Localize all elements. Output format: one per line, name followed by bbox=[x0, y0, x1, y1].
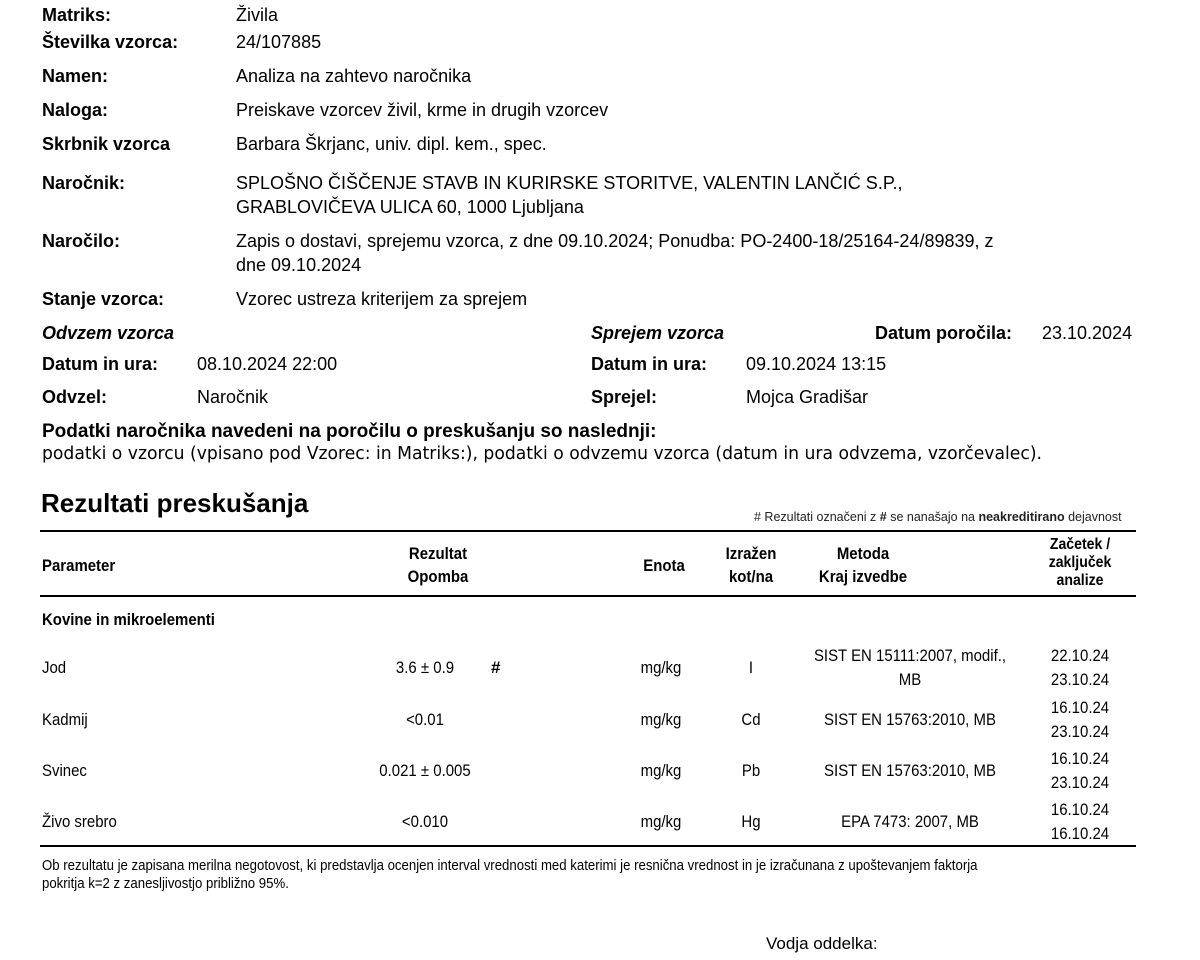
custodian-value: Barbara Škrjanc, univ. dipl. kem., spec. bbox=[236, 134, 547, 154]
row-dates: 16.10.24 23.10.24 bbox=[1050, 749, 1110, 792]
footnote-line1: Ob rezultatu je zapisana merilna negotovost, ki predstavlja ocenjen interval vrednosti med katerimi je resnična vrednost in je izračunana z upoštevanjem faktorja bbox=[42, 857, 978, 874]
sampled-by-label: Odvzel: bbox=[42, 387, 108, 407]
group-heading: Kovine in mikroelementi bbox=[42, 610, 215, 629]
row-unit: mg/kg bbox=[640, 812, 682, 831]
row-unit: mg/kg bbox=[640, 761, 682, 780]
nonaccredited-note: # Rezultati označeni z # se nanašajo na neakreditirano dejavnost bbox=[754, 510, 1122, 524]
client-data-text: podatki o vzorcu (vpisano pod Vzorec: in Matriks:), podatki o odvzemu vzorca (datum in ura odvzema, vzorčevalec). bbox=[42, 443, 1043, 464]
row-expressed: I bbox=[748, 658, 754, 677]
sampling-datetime-value: 08.10.2024 22:00 bbox=[197, 354, 338, 374]
table-bottom-rule bbox=[40, 845, 1136, 847]
row-unit: mg/kg bbox=[640, 658, 682, 677]
row-method: SIST EN 15763:2010, MB bbox=[824, 710, 996, 729]
row-method: SIST EN 15111:2007, modif., MB bbox=[813, 646, 1007, 689]
row-result: 3.6 ± 0.9 bbox=[395, 658, 455, 677]
table-top-rule bbox=[40, 530, 1136, 532]
condition-value: Vzorec ustreza kriterijem za sprejem bbox=[236, 289, 528, 309]
request-label: Naročilo: bbox=[42, 231, 121, 251]
signature-role: Vodja oddelka: bbox=[766, 934, 878, 953]
col-parameter: Parameter bbox=[42, 556, 116, 575]
row-parameter: Živo srebro bbox=[42, 812, 117, 831]
custodian-label: Skrbnik vzorca bbox=[42, 134, 171, 154]
col-start-end: Začetek / zaključek analize bbox=[1048, 536, 1112, 589]
footnote-line2: pokritja k=2 z zanesljivostjo približno 95%. bbox=[42, 875, 289, 892]
matrix-value: Živila bbox=[236, 5, 279, 25]
col-result: Rezultat Opomba bbox=[407, 544, 469, 586]
results-title: Rezultati preskušanja bbox=[41, 488, 309, 518]
client-label: Naročnik: bbox=[42, 173, 126, 193]
row-result: 0.021 ± 0.005 bbox=[379, 761, 471, 780]
row-parameter: Svinec bbox=[42, 761, 87, 780]
receipt-datetime-label: Datum in ura: bbox=[591, 354, 708, 374]
report-date-label: Datum poročila: bbox=[875, 323, 1013, 343]
receipt-datetime-value: 09.10.2024 13:15 bbox=[746, 354, 887, 374]
row-unit: mg/kg bbox=[640, 710, 682, 729]
row-method: EPA 7473: 2007, MB bbox=[841, 812, 979, 831]
col-method: Metoda Kraj izvedbe bbox=[818, 544, 908, 586]
client-value-line2: GRABLOVIČEVA ULICA 60, 1000 Ljubljana bbox=[236, 197, 584, 217]
col-unit: Enota bbox=[643, 556, 685, 575]
row-parameter: Kadmij bbox=[42, 710, 88, 729]
request-value-line1: Zapis o dostavi, sprejemu vzorca, z dne 09.10.2024; Ponudba: PO-2400-18/25164-24/89839, z bbox=[236, 231, 994, 251]
row-result: <0.01 bbox=[406, 710, 444, 729]
sample-number-label: Številka vzorca: bbox=[42, 32, 179, 52]
row-dates: 22.10.24 23.10.24 bbox=[1050, 646, 1110, 689]
row-result: <0.010 bbox=[401, 812, 449, 831]
col-expressed: Izražen kot/na bbox=[725, 544, 777, 586]
purpose-value: Analiza na zahtevo naročnika bbox=[236, 66, 472, 86]
row-expressed: Hg bbox=[741, 812, 761, 831]
sampling-datetime-label: Datum in ura: bbox=[42, 354, 159, 374]
order-value: Preiskave vzorcev živil, krme in drugih vzorcev bbox=[236, 100, 609, 120]
row-expressed: Pb bbox=[741, 761, 761, 780]
received-by-label: Sprejel: bbox=[591, 387, 658, 407]
sampling-heading: Odvzem vzorca bbox=[42, 323, 175, 343]
row-expressed: Cd bbox=[741, 710, 761, 729]
condition-label: Stanje vzorca: bbox=[42, 289, 165, 309]
order-label: Naloga: bbox=[42, 100, 109, 120]
client-value-line1: SPLOŠNO ČIŠČENJE STAVB IN KURIRSKE STORITVE, VALENTIN LANČIĆ S.P., bbox=[236, 173, 903, 193]
table-header-rule bbox=[40, 595, 1136, 597]
row-dates: 16.10.24 16.10.24 bbox=[1050, 800, 1110, 843]
report-date-value: 23.10.2024 bbox=[1042, 323, 1133, 343]
row-method: SIST EN 15763:2010, MB bbox=[824, 761, 996, 780]
client-data-title: Podatki naročnika navedeni na poročilu o preskušanju so naslednji: bbox=[42, 421, 657, 442]
receipt-heading: Sprejem vzorca bbox=[591, 323, 725, 343]
matrix-label: Matriks: bbox=[42, 5, 112, 25]
row-dates: 16.10.24 23.10.24 bbox=[1050, 698, 1110, 741]
sampled-by-value: Naročnik bbox=[197, 387, 269, 407]
row-parameter: Jod bbox=[42, 658, 67, 677]
purpose-label: Namen: bbox=[42, 66, 109, 86]
sample-number-value: 24/107885 bbox=[236, 32, 322, 52]
request-value-line2: dne 09.10.2024 bbox=[236, 255, 362, 275]
row-note: # bbox=[491, 658, 501, 677]
received-by-value: Mojca Gradišar bbox=[746, 387, 869, 407]
